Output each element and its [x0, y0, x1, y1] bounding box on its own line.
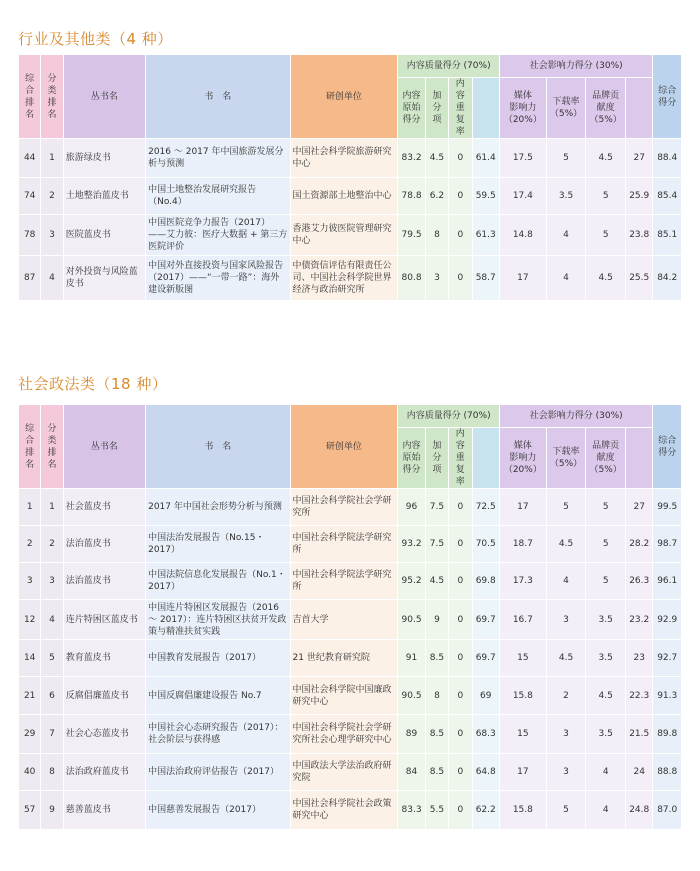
cell-book: 中国对外直接投资与国家风险报告（2017）——“一带一路”：海外建设新版图 [146, 256, 289, 300]
header-brand-contribution: 品牌贡 献度 （5%） [586, 78, 625, 138]
cell-total: 88.8 [653, 754, 681, 790]
cell-org: 中国社会科学院旅游研究中心 [291, 139, 398, 177]
table-row [19, 139, 681, 177]
cell-download: 4 [547, 215, 586, 255]
header-social-score [626, 428, 652, 488]
cell-cat: 7 [41, 715, 62, 753]
cell-social: 25.5 [626, 256, 652, 300]
cell-media: 18.7 [500, 526, 546, 562]
social-law-table [18, 404, 682, 830]
table-row [19, 489, 681, 525]
cell-content: 72.5 [473, 489, 499, 525]
cell-brand: 4.5 [586, 256, 625, 300]
header-content-score [473, 428, 499, 488]
cell-total: 92.7 [653, 640, 681, 676]
cell-download: 5 [547, 791, 586, 829]
cell-series: 连片特困区蓝皮书 [64, 600, 145, 639]
cell-raw: 83.3 [398, 791, 424, 829]
cell-total: 98.7 [653, 526, 681, 562]
cell-content: 69.7 [473, 600, 499, 639]
cell-dup: 0 [449, 640, 471, 676]
cell-brand: 5 [586, 489, 625, 525]
cell-total: 96.1 [653, 563, 681, 599]
cell-bonus: 8.5 [426, 715, 448, 753]
cell-raw: 95.2 [398, 563, 424, 599]
cell-download: 4.5 [547, 640, 586, 676]
header-org: 研创单位 [291, 405, 398, 488]
cell-raw: 78.8 [398, 178, 424, 214]
header-download-rate: 下载率 （5%） [547, 78, 586, 138]
cell-dup: 0 [449, 489, 471, 525]
header-raw-score: 内容 原始 得分 [398, 428, 424, 488]
cell-download: 5 [547, 489, 586, 525]
cell-content: 59.5 [473, 178, 499, 214]
cell-org: 香港艾力彼医院管理研究中心 [291, 215, 398, 255]
cell-dup: 0 [449, 715, 471, 753]
header-media-influence: 媒体 影响力 （20%） [500, 78, 546, 138]
cell-series: 社会心态蓝皮书 [64, 715, 145, 753]
cell-cat: 5 [41, 640, 62, 676]
cell-rank: 2 [19, 526, 40, 562]
cell-social: 23.8 [626, 215, 652, 255]
cell-bonus: 8.5 [426, 640, 448, 676]
cell-raw: 83.2 [398, 139, 424, 177]
cell-cat: 4 [41, 256, 62, 300]
header-download-rate: 下载率 （5%） [547, 428, 586, 488]
cell-bonus: 6.2 [426, 178, 448, 214]
cell-book: 中国社会心态研究报告（2017）：社会阶层与获得感 [146, 715, 289, 753]
cell-content: 62.2 [473, 791, 499, 829]
cell-social: 23.2 [626, 600, 652, 639]
table-row [19, 677, 681, 714]
cell-rank: 74 [19, 178, 40, 214]
header-total: 综合 得分 [653, 405, 681, 488]
header-overall-rank: 综 合 排 名 [19, 405, 40, 488]
cell-social: 26.3 [626, 563, 652, 599]
cell-rank: 57 [19, 791, 40, 829]
header-social-group: 社会影响力得分 (30%) [500, 55, 653, 77]
header-bonus: 加 分 项 [426, 78, 448, 138]
cell-series: 法治蓝皮书 [64, 526, 145, 562]
cell-dup: 0 [449, 600, 471, 639]
cell-cat: 1 [41, 139, 62, 177]
cell-social: 27 [626, 139, 652, 177]
cell-org: 21 世纪教育研究院 [291, 640, 398, 676]
cell-download: 3.5 [547, 178, 586, 214]
header-content-score [473, 78, 499, 138]
cell-media: 17.4 [500, 178, 546, 214]
cell-download: 3 [547, 754, 586, 790]
cell-org: 中国社会科学院社会学研究所社会心理学研究中心 [291, 715, 398, 753]
cell-media: 17 [500, 256, 546, 300]
cell-total: 89.8 [653, 715, 681, 753]
cell-dup: 0 [449, 754, 471, 790]
section1-title: 行业及其他类（4 种） [18, 30, 173, 48]
section2-title: 社会政法类（18 种） [18, 375, 168, 393]
cell-org: 中国社会科学院法学研究所 [291, 563, 398, 599]
cell-content: 69.7 [473, 640, 499, 676]
cell-dup: 0 [449, 791, 471, 829]
cell-org: 中国政法大学法治政府研究院 [291, 754, 398, 790]
cell-cat: 6 [41, 677, 62, 714]
cell-content: 70.5 [473, 526, 499, 562]
cell-series: 旅游绿皮书 [64, 139, 145, 177]
header-category-rank: 分 类 排 名 [41, 405, 62, 488]
table-row [19, 715, 681, 753]
cell-brand: 3.5 [586, 640, 625, 676]
cell-cat: 9 [41, 791, 62, 829]
cell-social: 24 [626, 754, 652, 790]
cell-content: 58.7 [473, 256, 499, 300]
header-brand-contribution: 品牌贡 献度 （5%） [586, 428, 625, 488]
table-row [19, 791, 681, 829]
cell-total: 99.5 [653, 489, 681, 525]
cell-cat: 3 [41, 563, 62, 599]
cell-total: 92.9 [653, 600, 681, 639]
table-row [19, 215, 681, 255]
cell-book: 中国慈善发展报告（2017） [146, 791, 289, 829]
cell-org: 中国社会科学院社会学研究所 [291, 489, 398, 525]
cell-download: 4 [547, 563, 586, 599]
cell-org: 国土资源部土地整治中心 [291, 178, 398, 214]
header-book: 书 名 [146, 405, 289, 488]
cell-raw: 79.5 [398, 215, 424, 255]
header-org: 研创单位 [291, 55, 398, 138]
cell-brand: 5 [586, 563, 625, 599]
cell-org: 吉首大学 [291, 600, 398, 639]
cell-download: 5 [547, 139, 586, 177]
cell-dup: 0 [449, 256, 471, 300]
table-row [19, 600, 681, 639]
cell-media: 15 [500, 715, 546, 753]
cell-dup: 0 [449, 563, 471, 599]
cell-brand: 5 [586, 526, 625, 562]
cell-book: 中国教育发展报告（2017） [146, 640, 289, 676]
cell-org: 中债资信评估有限责任公司、中国社会科学院世界经济与政治研究所 [291, 256, 398, 300]
cell-media: 16.7 [500, 600, 546, 639]
cell-bonus: 5.5 [426, 791, 448, 829]
header-book: 书 名 [146, 55, 289, 138]
cell-org: 中国社会科学院法学研究所 [291, 526, 398, 562]
cell-total: 84.2 [653, 256, 681, 300]
cell-media: 15.8 [500, 791, 546, 829]
cell-bonus: 8.5 [426, 754, 448, 790]
header-media-influence: 媒体 影响力 （20%） [500, 428, 546, 488]
cell-dup: 0 [449, 215, 471, 255]
cell-social: 22.3 [626, 677, 652, 714]
cell-rank: 3 [19, 563, 40, 599]
cell-media: 15 [500, 640, 546, 676]
header-series: 丛书名 [64, 55, 145, 138]
table-row [19, 563, 681, 599]
cell-content: 69.8 [473, 563, 499, 599]
cell-rank: 12 [19, 600, 40, 639]
cell-book: 2017 年中国社会形势分析与预测 [146, 489, 289, 525]
cell-media: 15.8 [500, 677, 546, 714]
cell-cat: 8 [41, 754, 62, 790]
header-total: 综合 得分 [653, 55, 681, 138]
cell-cat: 4 [41, 600, 62, 639]
cell-bonus: 7.5 [426, 489, 448, 525]
header-bonus: 加 分 项 [426, 428, 448, 488]
cell-rank: 40 [19, 754, 40, 790]
cell-dup: 0 [449, 139, 471, 177]
cell-book: 中国医院竞争力报告（2017）——艾力彼：医疗大数据 + 第三方医院评价 [146, 215, 289, 255]
cell-total: 88.4 [653, 139, 681, 177]
cell-series: 医院蓝皮书 [64, 215, 145, 255]
cell-rank: 29 [19, 715, 40, 753]
cell-bonus: 8 [426, 215, 448, 255]
cell-brand: 4.5 [586, 677, 625, 714]
industry-table [18, 54, 682, 301]
cell-brand: 5 [586, 178, 625, 214]
cell-download: 3 [547, 715, 586, 753]
header-dup-rate: 内 容 重 复 率 [449, 78, 471, 138]
cell-content: 61.3 [473, 215, 499, 255]
cell-raw: 96 [398, 489, 424, 525]
cell-social: 27 [626, 489, 652, 525]
table-row [19, 754, 681, 790]
cell-media: 17 [500, 754, 546, 790]
cell-brand: 3.5 [586, 715, 625, 753]
cell-dup: 0 [449, 677, 471, 714]
cell-raw: 90.5 [398, 600, 424, 639]
header-social-group: 社会影响力得分 (30%) [500, 405, 653, 427]
cell-series: 反腐倡廉蓝皮书 [64, 677, 145, 714]
cell-total: 85.1 [653, 215, 681, 255]
cell-cat: 2 [41, 526, 62, 562]
cell-media: 14.8 [500, 215, 546, 255]
cell-content: 64.8 [473, 754, 499, 790]
cell-series: 法治政府蓝皮书 [64, 754, 145, 790]
cell-book: 2016 ～ 2017 年中国旅游发展分析与预测 [146, 139, 289, 177]
cell-social: 21.5 [626, 715, 652, 753]
cell-brand: 4.5 [586, 139, 625, 177]
cell-dup: 0 [449, 526, 471, 562]
cell-media: 17 [500, 489, 546, 525]
cell-series: 慈善蓝皮书 [64, 791, 145, 829]
table-row [19, 178, 681, 214]
cell-download: 2 [547, 677, 586, 714]
table-row [19, 640, 681, 676]
cell-raw: 84 [398, 754, 424, 790]
cell-series: 对外投资与风险蓝皮书 [64, 256, 145, 300]
cell-rank: 78 [19, 215, 40, 255]
cell-rank: 14 [19, 640, 40, 676]
cell-content: 68.3 [473, 715, 499, 753]
cell-rank: 44 [19, 139, 40, 177]
cell-social: 23 [626, 640, 652, 676]
table-row [19, 256, 681, 300]
header-content-group: 内容质量得分 (70%) [398, 405, 499, 427]
cell-series: 法治蓝皮书 [64, 563, 145, 599]
cell-media: 17.5 [500, 139, 546, 177]
cell-total: 85.4 [653, 178, 681, 214]
cell-bonus: 8 [426, 677, 448, 714]
cell-rank: 21 [19, 677, 40, 714]
cell-rank: 1 [19, 489, 40, 525]
header-raw-score: 内容 原始 得分 [398, 78, 424, 138]
cell-brand: 4 [586, 754, 625, 790]
cell-dup: 0 [449, 178, 471, 214]
cell-cat: 3 [41, 215, 62, 255]
cell-book: 中国法治发展报告（No.15・2017） [146, 526, 289, 562]
cell-book: 中国连片特困区发展报告（2016 ～ 2017）：连片特困区扶贫开发政策与精准扶贫实践 [146, 600, 289, 639]
cell-bonus: 9 [426, 600, 448, 639]
cell-book: 中国反腐倡廉建设报告 No.7 [146, 677, 289, 714]
cell-content: 61.4 [473, 139, 499, 177]
cell-total: 87.0 [653, 791, 681, 829]
header-series: 丛书名 [64, 405, 145, 488]
cell-book: 中国法治政府评估报告（2017） [146, 754, 289, 790]
header-social-score [626, 78, 652, 138]
cell-social: 24.8 [626, 791, 652, 829]
cell-content: 69 [473, 677, 499, 714]
cell-social: 28.2 [626, 526, 652, 562]
cell-total: 91.3 [653, 677, 681, 714]
cell-download: 4 [547, 256, 586, 300]
cell-raw: 93.2 [398, 526, 424, 562]
cell-rank: 87 [19, 256, 40, 300]
cell-book: 中国法院信息化发展报告（No.1・2017） [146, 563, 289, 599]
cell-series: 社会蓝皮书 [64, 489, 145, 525]
cell-series: 教育蓝皮书 [64, 640, 145, 676]
cell-social: 25.9 [626, 178, 652, 214]
cell-cat: 1 [41, 489, 62, 525]
cell-raw: 91 [398, 640, 424, 676]
header-category-rank: 分 类 排 名 [41, 55, 62, 138]
cell-bonus: 7.5 [426, 526, 448, 562]
cell-brand: 5 [586, 215, 625, 255]
header-overall-rank: 综 合 排 名 [19, 55, 40, 138]
cell-raw: 80.8 [398, 256, 424, 300]
header-content-group: 内容质量得分 (70%) [398, 55, 499, 77]
cell-cat: 2 [41, 178, 62, 214]
cell-media: 17.3 [500, 563, 546, 599]
cell-brand: 3.5 [586, 600, 625, 639]
cell-download: 4.5 [547, 526, 586, 562]
cell-raw: 90.5 [398, 677, 424, 714]
cell-book: 中国土地整治发展研究报告（No.4） [146, 178, 289, 214]
cell-brand: 4 [586, 791, 625, 829]
table-row [19, 526, 681, 562]
cell-bonus: 3 [426, 256, 448, 300]
cell-bonus: 4.5 [426, 563, 448, 599]
header-dup-rate: 内 容 重 复 率 [449, 428, 471, 488]
cell-org: 中国社会科学院中国廉政研究中心 [291, 677, 398, 714]
cell-download: 3 [547, 600, 586, 639]
cell-raw: 89 [398, 715, 424, 753]
cell-bonus: 4.5 [426, 139, 448, 177]
cell-series: 土地整治蓝皮书 [64, 178, 145, 214]
cell-org: 中国社会科学院社会政策研究中心 [291, 791, 398, 829]
